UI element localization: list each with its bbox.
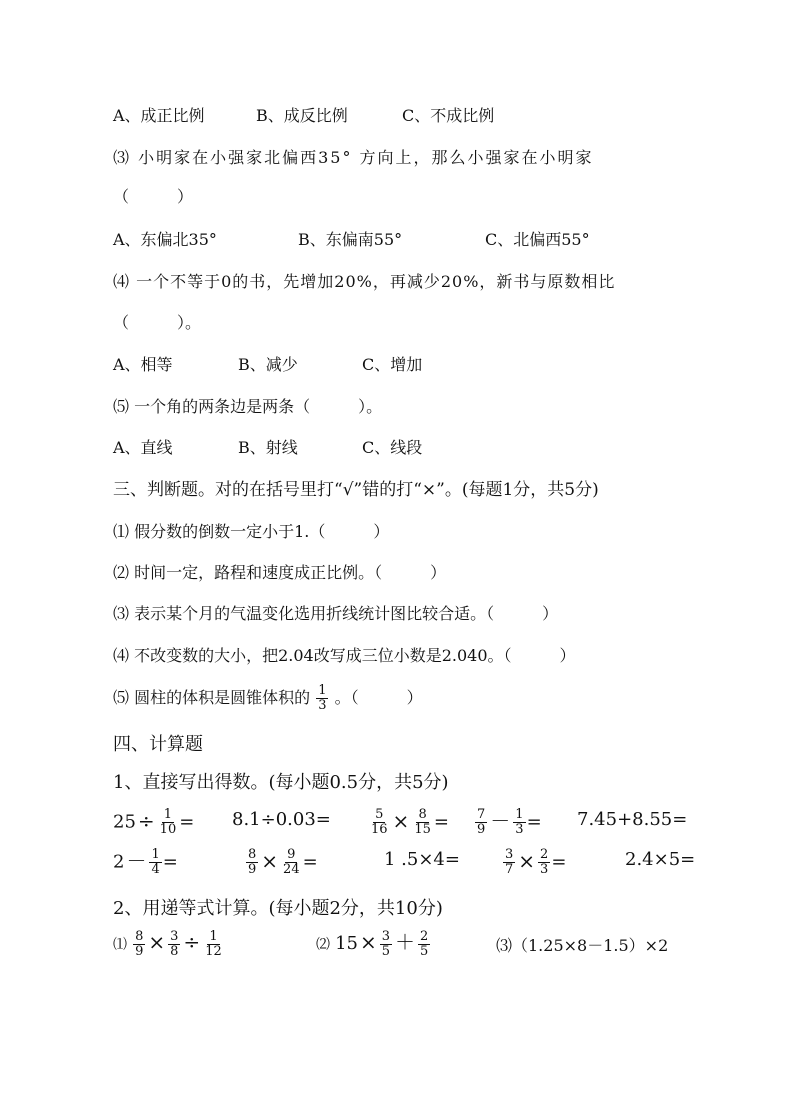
judge-item-5 [113,684,423,713]
q4-choice-c: C、增加 [362,355,423,374]
q4-choice-a: A、相等 [113,355,173,374]
q2-choice-a: A、成正比例 [113,106,205,125]
q5-choice-c: C、线段 [362,438,423,457]
q4-blank: （ ）。 [113,313,202,332]
section4-sub2: 2、用递等式计算。(每小题2分，共10分) [113,898,443,919]
expr-8: 1 .5×4= [384,849,460,870]
section4-sub1: 1、直接写出得数。(每小题0.5分，共5分) [113,772,449,793]
section3-title: 三、判断题。对的在括号里打“√”错的打“×”。(每题1分，共5分) [113,480,599,500]
q4-choice-b: B、减少 [238,355,298,374]
q5-choice-b: B、射线 [238,438,298,457]
expr-2: 8.1÷0.03= [232,809,331,830]
expr-1: 25 ÷ $\frac{1}{10}$ = [113,807,195,837]
expr-7: $\frac{8}{9}$ × $\frac{9}{24}$ = [248,847,318,877]
expr-5: 7.45+8.55= [577,809,688,830]
q3-choice-b: B、东偏南55° [298,230,403,249]
expr-9: $\frac{3}{7}$ × $\frac{2}{3}$ = [505,847,567,877]
expr-6: 2 － $\frac{1}{4}$ = [113,847,178,877]
expr-3: $\frac{5}{16}$ × $\frac{8}{15}$ = [371,807,449,837]
judge-item-1: ⑴ 假分数的倒数一定小于1.（ ） [113,522,390,541]
judge-item-2: ⑵ 时间一定，路程和速度成正比例。（ ） [113,563,447,582]
q2-choice-c: C、不成比例 [402,106,495,125]
q3-choice-a: A、东偏北35° [113,230,217,249]
step-expr-3: ⑶（1.25×8－1.5）×2 [496,936,669,955]
judge-item-4: ⑷ 不改变数的大小，把2.04改写成三位小数是2.040。（ ） [113,646,576,665]
q3-choice-c: C、北偏西55° [485,230,590,249]
q5-stem: ⑸ 一个角的两条边是两条（ ）。 [113,397,383,416]
judge-item-3: ⑶ 表示某个月的气温变化选用折线统计图比较合适。（ ） [113,604,559,623]
step-expr-2: ⑵ 15 × $\frac{3}{5}$ ＋ $\frac{2}{5}$ [316,929,429,959]
q5-choice-a: A、直线 [113,438,173,457]
q4-stem: ⑷ 一个不等于0的书，先增加20%，再减少20%，新书与原数相比 [113,272,616,291]
judge-item-5-prefix: ⑸ 圆柱的体积是圆锥体积的 [113,688,311,707]
expr-10: 2.4×5= [625,849,696,870]
fraction-one-third: $\frac{1}{3}$ [318,683,327,713]
section4-title: 四、计算题 [113,734,203,755]
judge-item-5-suffix: 。（ ） [334,688,423,707]
q3-blank: （ ） [113,187,194,206]
expr-4: $\frac{7}{9}$ － $\frac{1}{3}$ = [477,807,542,837]
q3-stem: ⑶ 小明家在小强家北偏西35° 方向上，那么小强家在小明家 [113,148,594,167]
step-expr-1: ⑴ $\frac{8}{9}$ × $\frac{3}{8}$ ÷ $\frac{1}{12}$ [113,929,222,959]
q2-choice-b: B、成反比例 [256,106,348,125]
